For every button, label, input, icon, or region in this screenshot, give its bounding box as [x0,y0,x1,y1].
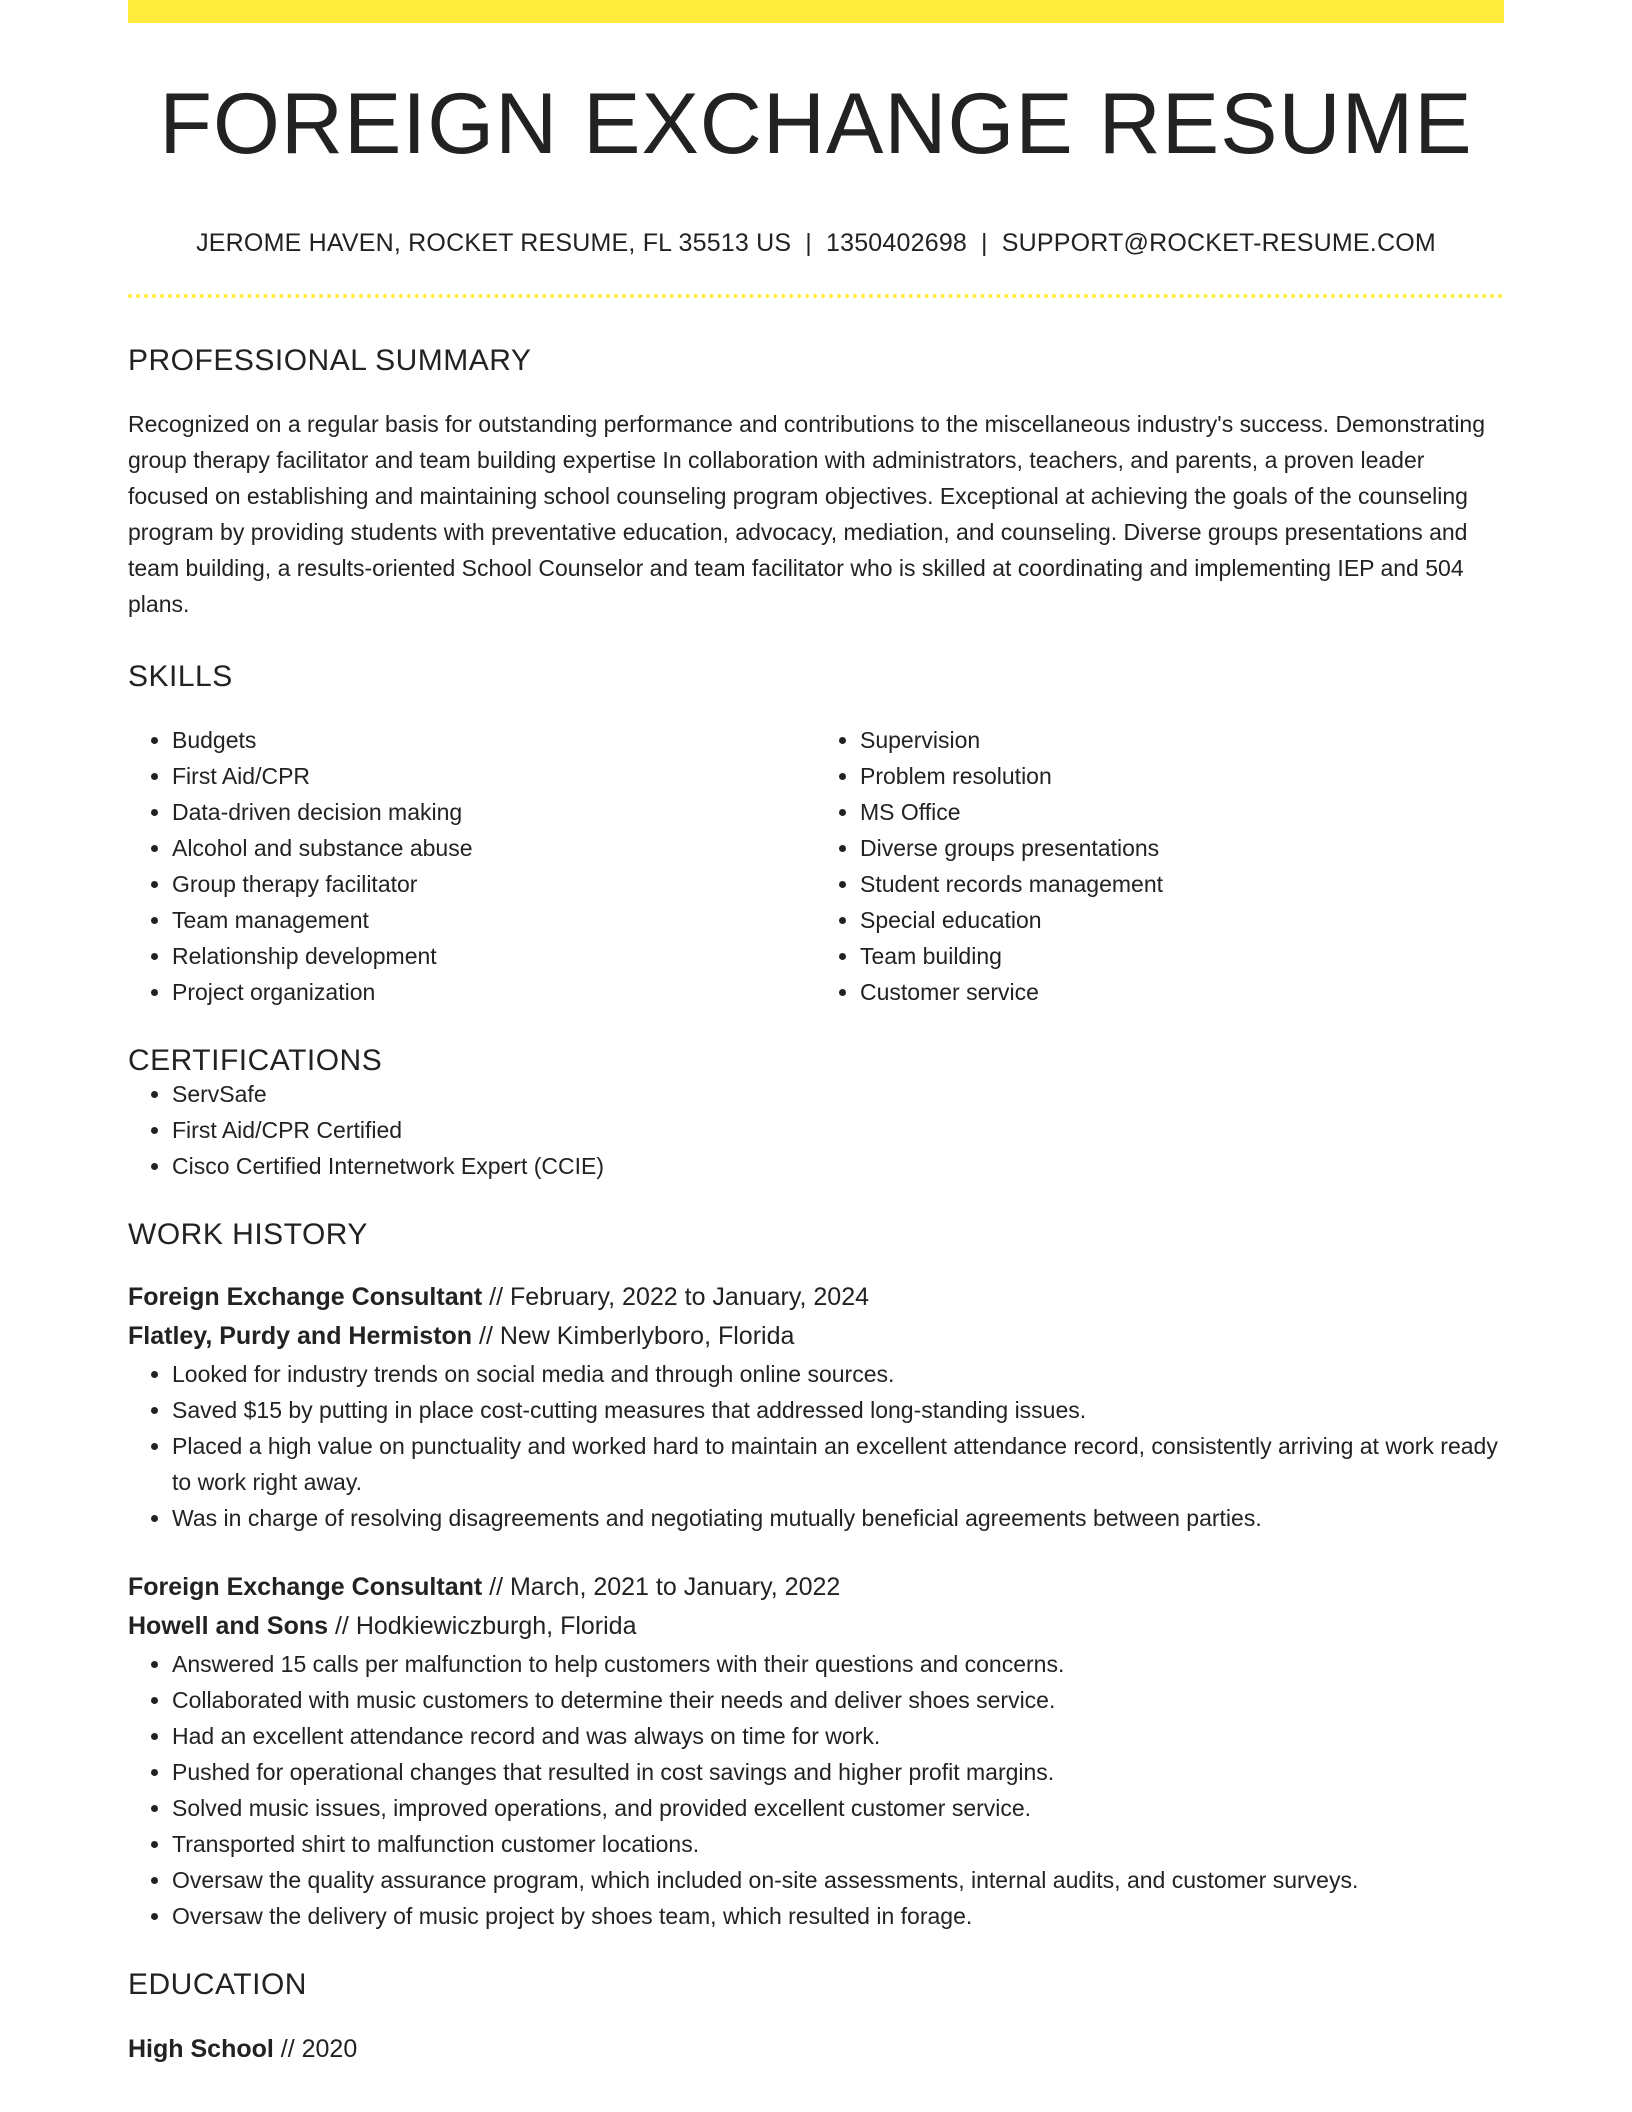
contact-address: JEROME HAVEN, ROCKET RESUME, FL 35513 US [196,229,792,257]
resume-page [128,0,1504,2069]
job-title: Foreign Exchange Consultant [128,1573,483,1601]
job-dates: // March, 2021 to January, 2022 [482,1573,841,1601]
education-school: High School [128,2035,274,2063]
list-item: • Student records management [860,866,1504,902]
list-item: • Relationship development [172,938,816,974]
job-company-line [128,1317,1504,1356]
skills-heading: SKILLS [128,660,233,693]
job-company-line [128,1607,1504,1646]
list-item: • Solved music issues, improved operations, and provided excellent customer service. [172,1790,1504,1826]
contact-phone: 1350402698 [826,229,968,257]
job-header [128,1568,1504,1646]
job-company: Howell and Sons [128,1612,329,1640]
job-title-line [128,1568,1504,1607]
job-bullets [128,1356,1504,1536]
dotted-divider [128,294,1504,298]
contact-email: SUPPORT@ROCKET-RESUME.COM [1001,229,1436,257]
skills-list-right [816,722,1504,1010]
list-item: • Team management [172,902,816,938]
list-item: • Diverse groups presentations [860,830,1504,866]
list-item: • Looked for industry trends on social media and through online sources. [172,1356,1504,1392]
list-item: • Data-driven decision making [172,794,816,830]
list-item: • Was in charge of resolving disagreements and negotiating mutually beneficial agreements between parties. [172,1500,1504,1536]
summary-heading: PROFESSIONAL SUMMARY [128,344,532,377]
list-item: • Project organization [172,974,816,1010]
list-item: • Pushed for operational changes that resulted in cost savings and higher profit margins. [172,1754,1504,1790]
summary-text: Recognized on a regular basis for outstanding performance and contributions to the miscellaneous industry's success. Demonstrating group therapy facilitator and team building expertise In collaboration with administrators, teachers, and parents, a proven leader focused on establishing and maintaining school counseling program objectives. Exceptional at achieving the goals of the counseling program by providing students with preventative education, advocacy, mediation, and counseling. Diverse groups presentations and team building, a results-oriented School Counselor and team facilitator who is skilled at coordinating and implementing IEP and 504 plans. [128,411,1486,617]
list-item: • Placed a high value on punctuality and worked hard to maintain an excellent attendance record, consistently arriving at work ready to work right away. [172,1428,1504,1500]
education-heading: EDUCATION [128,1968,307,2001]
list-item: • Oversaw the delivery of music project by shoes team, which resulted in forage. [172,1898,1504,1934]
list-item: • ServSafe [172,1076,1504,1112]
list-item: • Customer service [860,974,1504,1010]
list-item: • Oversaw the quality assurance program, which included on-site assessments, internal audits, and customer surveys. [172,1862,1504,1898]
work-history-heading: WORK HISTORY [128,1218,368,1251]
certifications-heading: CERTIFICATIONS [128,1044,383,1077]
contact-line [128,231,1504,256]
skills-list-left [128,722,816,1010]
certifications-list [128,1076,1504,1184]
list-item: • First Aid/CPR [172,758,816,794]
list-item: • Budgets [172,722,816,758]
contact-separator: | [981,229,988,257]
job-location: // Hodkiewiczburgh, Florida [328,1612,637,1640]
list-item: • Problem resolution [860,758,1504,794]
education-year: // 2020 [273,2035,358,2063]
list-item: • Group therapy facilitator [172,866,816,902]
contact-separator: | [805,229,812,257]
job-company: Flatley, Purdy and Hermiston [128,1322,473,1350]
list-item: • Team building [860,938,1504,974]
list-item: • Transported shirt to malfunction customer locations. [172,1826,1504,1862]
list-item: • Special education [860,902,1504,938]
job-dates: // February, 2022 to January, 2024 [482,1283,870,1311]
list-item: • MS Office [860,794,1504,830]
job-header [128,1278,1504,1356]
job-bullets [128,1646,1504,1934]
skills-columns [128,722,1504,1010]
list-item: • Had an excellent attendance record and was always on time for work. [172,1718,1504,1754]
education-entry [128,2030,1504,2069]
list-item: • Answered 15 calls per malfunction to help customers with their questions and concerns. [172,1646,1504,1682]
job-title: Foreign Exchange Consultant [128,1283,483,1311]
list-item: • Alcohol and substance abuse [172,830,816,866]
resume-title: FOREIGN EXCHANGE RESUME [159,76,1473,172]
list-item: • Cisco Certified Internetwork Expert (CCIE) [172,1148,1504,1184]
job-location: // New Kimberlyboro, Florida [472,1322,795,1350]
list-item: • Saved $15 by putting in place cost-cutting measures that addressed long-standing issues. [172,1392,1504,1428]
job-title-line [128,1278,1504,1317]
list-item: • Collaborated with music customers to determine their needs and deliver shoes service. [172,1682,1504,1718]
accent-top-bar [128,0,1504,23]
list-item: • First Aid/CPR Certified [172,1112,1504,1148]
list-item: • Supervision [860,722,1504,758]
